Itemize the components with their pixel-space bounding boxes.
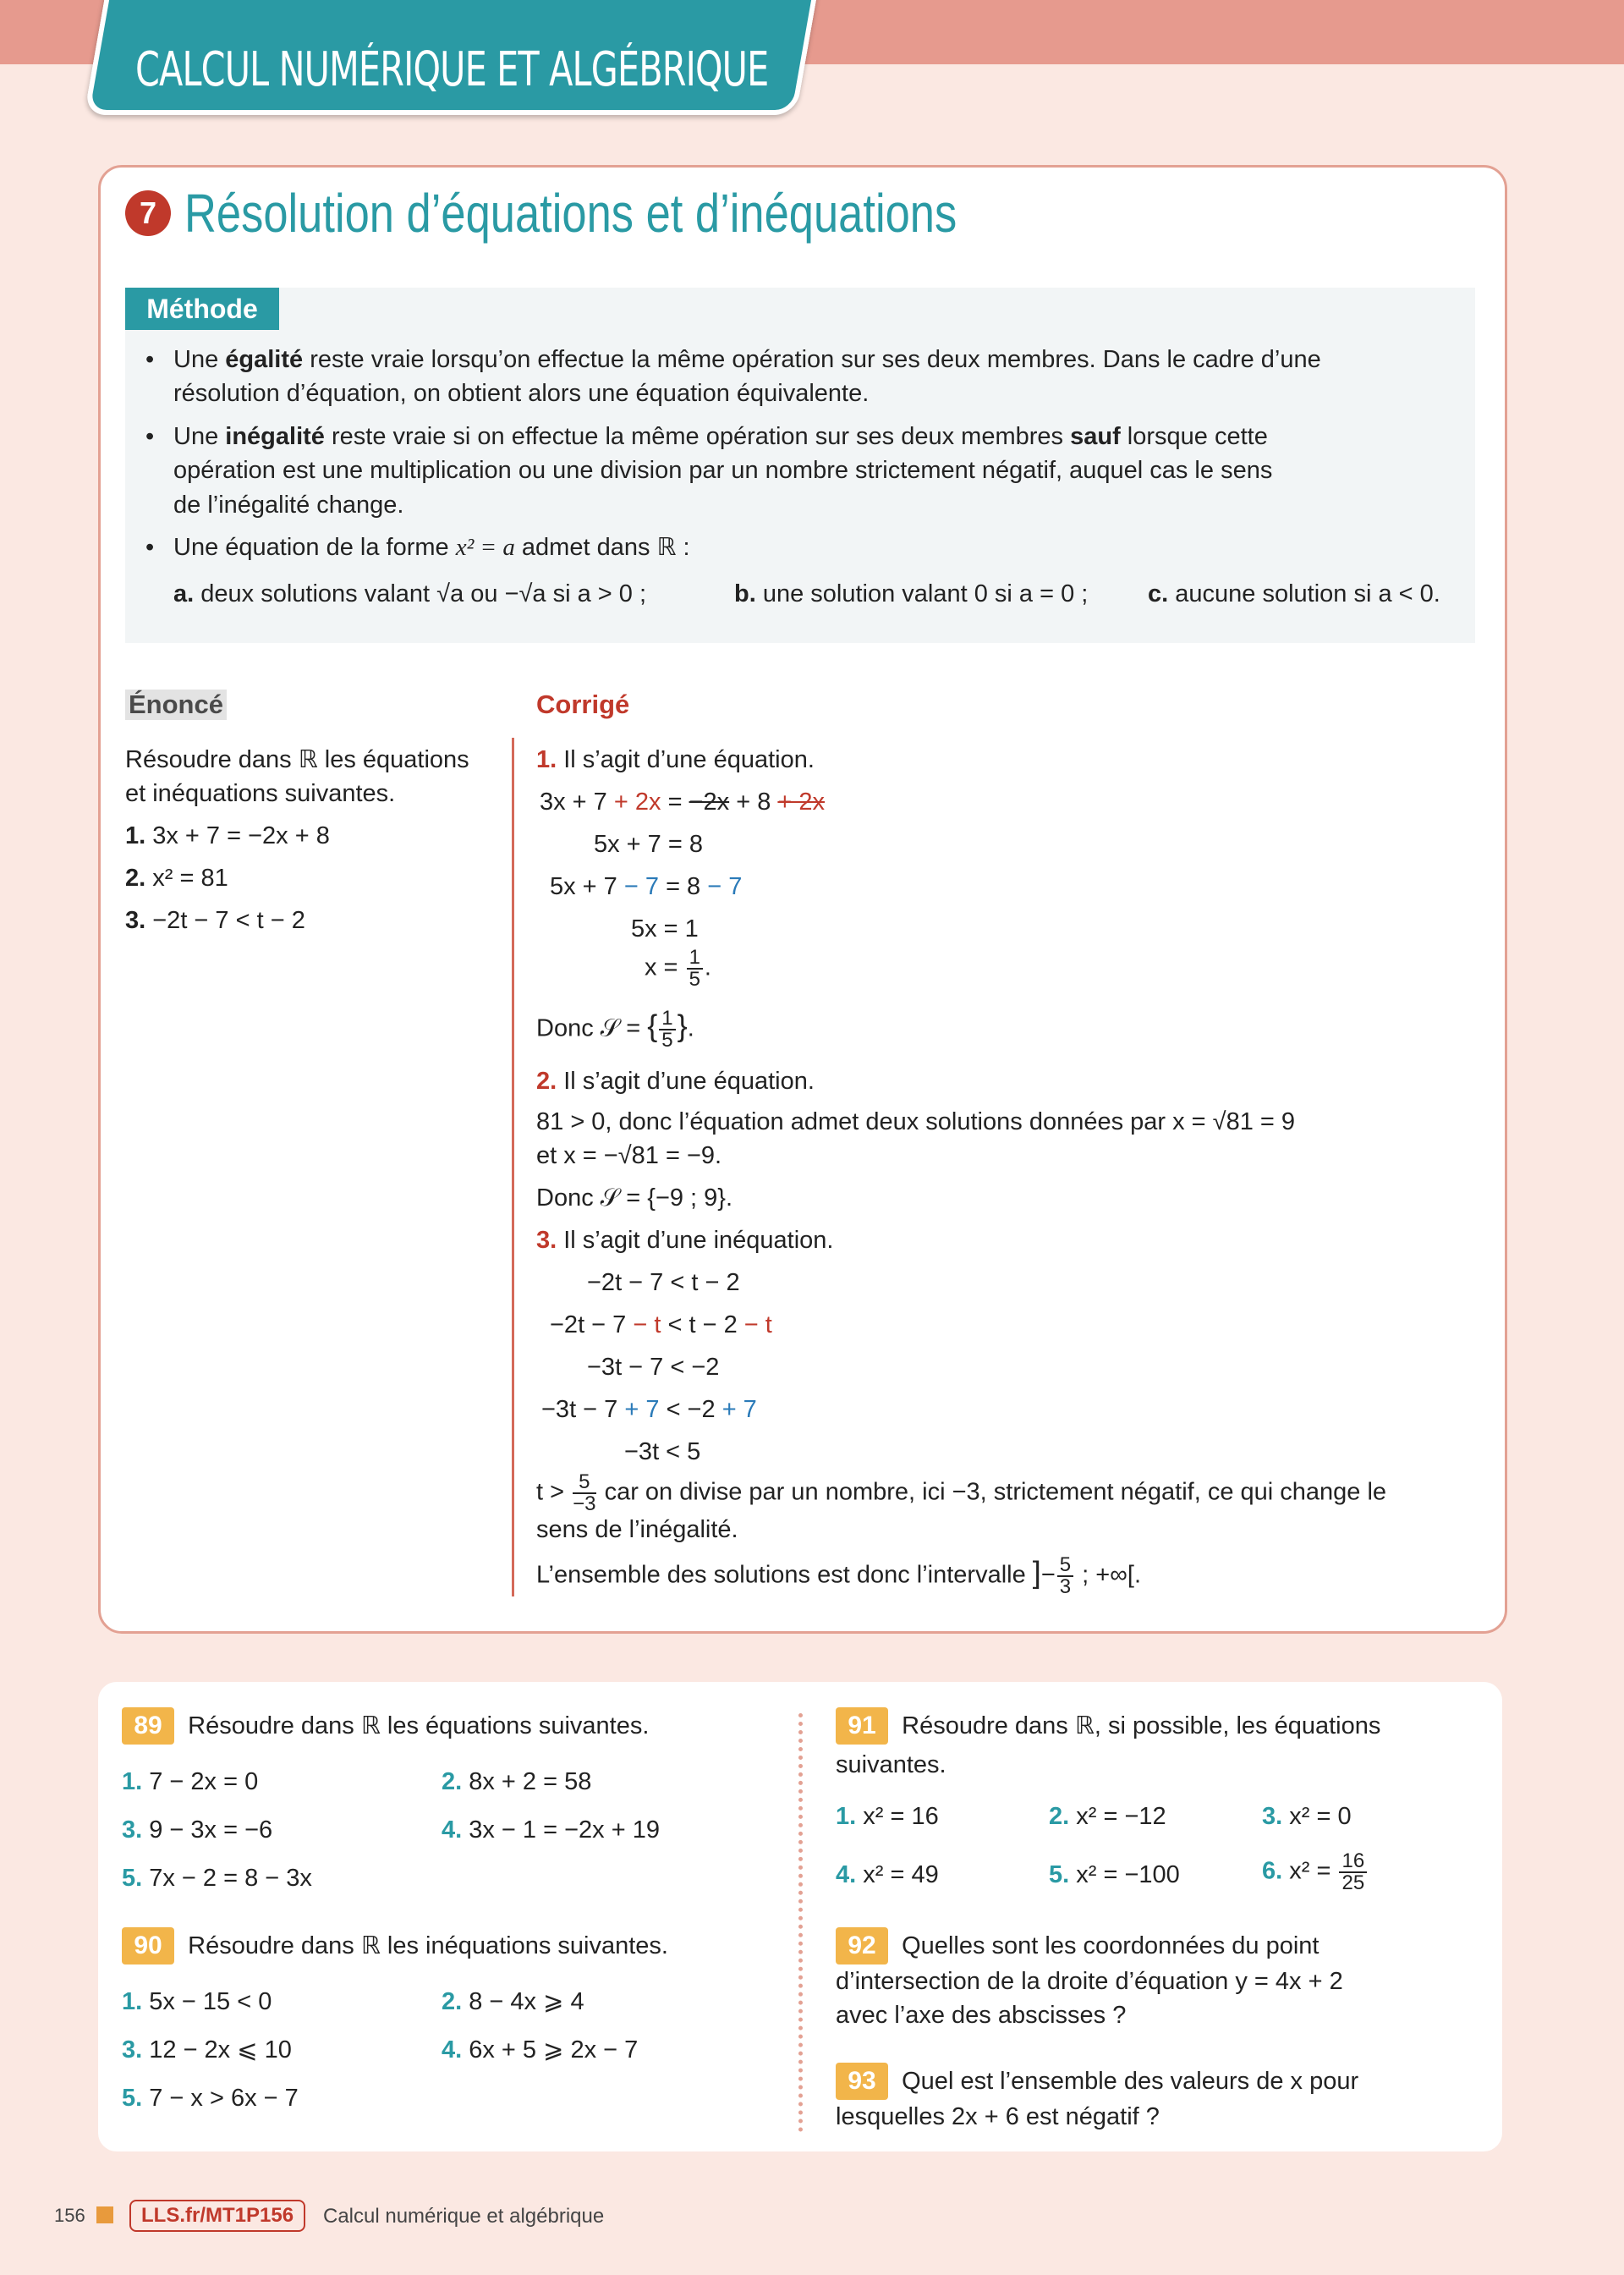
ex89-item-1: 1. 7 − 2x = 0 (122, 1768, 259, 1795)
exercise-92-badge: 92 (836, 1927, 888, 1965)
footer-square-icon (96, 2206, 113, 2223)
enonce-item-3: 3. −2t − 7 < t − 2 (125, 907, 305, 934)
eq-step-5: x = $\frac{1}{5}$ . (645, 946, 711, 991)
ineq-step-3: −3t − 7 < −2 (587, 1354, 720, 1381)
part2-line2: et x = −√81 = −9. (536, 1142, 722, 1169)
exercise-89-header: 89 Résoudre dans ℝ les équations suivantes. (122, 1707, 649, 1745)
section-number: 7 (125, 190, 171, 236)
chapter-title: CALCUL NUMÉRIQUE ET ALGÉBRIQUE (135, 42, 769, 97)
final-interval: L’ensemble des solutions est donc l’intervalle ]− $\frac{5}{3}$ ; +∞[. (536, 1553, 1142, 1598)
bullet-icon: • (145, 346, 155, 373)
ex91-item-1: 1. x² = 16 (836, 1803, 939, 1830)
ex90-item-2: 2. 8 − 4x ⩾ 4 (442, 1988, 584, 2015)
ineq-step-6: t > $\frac{5}{-3}$ car on divise par un nombre, ici −3, strictement négatif, ce qui change le (536, 1470, 1387, 1515)
ex89-item-4: 4. 3x − 1 = −2x + 19 (442, 1816, 660, 1844)
case-a: a. deux solutions valant √a ou −√a si a > 0 ; (173, 580, 647, 607)
exercise-93-header: 93 Quel est l’ensemble des valeurs de x pour (836, 2063, 1358, 2100)
column-divider (512, 738, 514, 1596)
exercise-91-header: 91 Résoudre dans ℝ, si possible, les équations (836, 1707, 1380, 1745)
method-bullet-3: Une équation de la forme x² = a admet dans ℝ : (173, 534, 690, 561)
ineq-step-5: −3t < 5 (624, 1438, 701, 1465)
exercise-91-header-line2: suivantes. (836, 1751, 946, 1778)
corrige-part-1: 1. Il s’agit d’une équation. (536, 746, 815, 773)
corrige-part-3: 3. Il s’agit d’une inéquation. (536, 1227, 834, 1254)
exercise-divider (798, 1713, 803, 2132)
bullet-icon: • (145, 534, 155, 561)
corrige-label: Corrigé (536, 690, 630, 719)
eq-step-1: 3x + 7 + 2x = −2x + 8 + 2x (540, 789, 826, 816)
ex90-item-5: 5. 7 − x > 6x − 7 (122, 2085, 299, 2112)
corrige-part-2: 2. Il s’agit d’une équation. (536, 1068, 815, 1095)
ex89-item-2: 2. 8x + 2 = 58 (442, 1768, 592, 1795)
footer-chapter: Calcul numérique et algébrique (323, 2205, 605, 2228)
ex91-item-6: 6. x² = $\frac{16}{25}$ (1262, 1851, 1369, 1893)
ex90-item-4: 4. 6x + 5 ⩾ 2x − 7 (442, 2036, 639, 2063)
method-bullet-2: Une inégalité reste vraie si on effectue la même opération sur ses deux membres sauf lorsque cette (173, 423, 1268, 450)
eq-step-2: 5x + 7 = 8 (594, 831, 703, 858)
exercise-90-header: 90 Résoudre dans ℝ les inéquations suivantes. (122, 1927, 668, 1965)
exercise-92-line2: d’intersection de la droite d’équation y = 4x + 2 (836, 1968, 1343, 1995)
exercise-92-header: 92 Quelles sont les coordonnées du point (836, 1927, 1319, 1965)
ex89-item-3: 3. 9 − 3x = −6 (122, 1816, 273, 1844)
section-title: Résolution d’équations et d’inéquations (184, 183, 957, 244)
bullet-icon: • (145, 423, 155, 450)
method-bullet-2-line3: de l’inégalité change. (173, 492, 404, 519)
eq-step-4: 5x = 1 (631, 915, 699, 942)
enonce-item-1: 1. 3x + 7 = −2x + 8 (125, 822, 330, 849)
ineq-step-2: −2t − 7 − t < t − 2 − t (550, 1311, 772, 1338)
case-b: b. une solution valant 0 si a = 0 ; (734, 580, 1089, 607)
ex91-item-4: 4. x² = 49 (836, 1861, 939, 1888)
solution-set-2: Donc 𝒮 = {−9 ; 9}. (536, 1184, 733, 1212)
case-c: c. aucune solution si a < 0. (1148, 580, 1440, 607)
ineq-step-4: −3t − 7 + 7 < −2 + 7 (541, 1396, 757, 1423)
enonce-label: Énoncé (125, 690, 227, 720)
enonce-intro-line1: Résoudre dans ℝ les équations (125, 746, 469, 773)
method-tab: Méthode (125, 288, 279, 330)
part2-line1: 81 > 0, donc l’équation admet deux solutions données par x = √81 = 9 (536, 1108, 1296, 1135)
method-bullet-2-line2: opération est une multiplication ou une division par un nombre strictement négatif, auquel cas le sens (173, 457, 1273, 484)
solution-set-1: Donc 𝒮 = { $\frac{1}{5}$ }. (536, 1007, 694, 1052)
ex89-item-5: 5. 7x − 2 = 8 − 3x (122, 1865, 312, 1892)
page-number: 156 (54, 2205, 85, 2226)
ex90-item-3: 3. 12 − 2x ⩽ 10 (122, 2036, 292, 2063)
exercise-89-badge: 89 (122, 1707, 174, 1745)
ex91-item-5: 5. x² = −100 (1049, 1861, 1180, 1888)
ex91-item-3: 3. x² = 0 (1262, 1803, 1352, 1830)
ineq-step-1: −2t − 7 < t − 2 (587, 1269, 740, 1296)
eq-step-3: 5x + 7 − 7 = 8 − 7 (550, 873, 743, 900)
method-bullet-1-line2: résolution d’équation, on obtient alors une équation équivalente. (173, 380, 870, 407)
enonce-intro-line2: et inéquations suivantes. (125, 780, 396, 807)
ex90-item-1: 1. 5x − 15 < 0 (122, 1988, 272, 2015)
exercise-91-badge: 91 (836, 1707, 888, 1745)
exercise-93-badge: 93 (836, 2063, 888, 2100)
ineq-step-6-line2: sens de l’inégalité. (536, 1516, 738, 1543)
ex91-item-2: 2. x² = −12 (1049, 1803, 1166, 1830)
exercise-93-line2: lesquelles 2x + 6 est négatif ? (836, 2103, 1160, 2130)
method-bullet-1: Une égalité reste vraie lorsqu’on effectue la même opération sur ses deux membres. Dans le cadre d’une (173, 346, 1321, 373)
footer-link[interactable]: LLS.fr/MT1P156 (129, 2200, 305, 2232)
exercise-90-badge: 90 (122, 1927, 174, 1965)
exercise-92-line3: avec l’axe des abscisses ? (836, 2002, 1127, 2029)
enonce-item-2: 2. x² = 81 (125, 865, 228, 892)
